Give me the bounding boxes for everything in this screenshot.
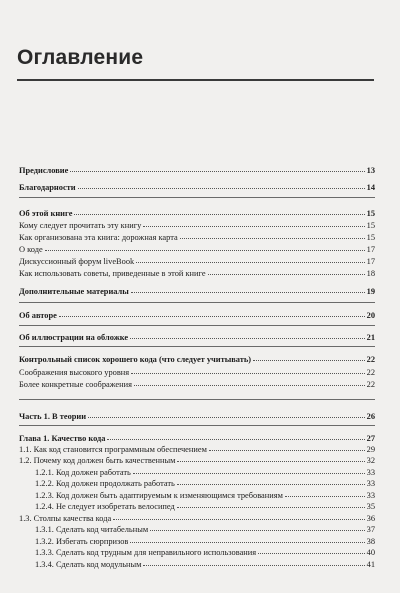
dot-leader bbox=[285, 490, 365, 497]
toc-entry-page: 33 bbox=[366, 491, 375, 500]
title-rule bbox=[17, 79, 374, 81]
toc-entry-label: Об иллюстрации на обложке bbox=[19, 333, 129, 342]
toc-entry-label: Кому следует прочитать эту книгу bbox=[19, 221, 142, 230]
toc-entry-label: Как использовать советы, приведенные в этой книге bbox=[19, 269, 206, 278]
toc-entry-label: 1.2. Почему код должен быть качественным bbox=[19, 456, 176, 465]
toc-entry-label: Дополнительные материалы bbox=[19, 287, 129, 296]
dot-leader bbox=[131, 367, 365, 374]
toc-entry[interactable] bbox=[19, 514, 375, 524]
toc-entry-label: 1.3.1. Сделать код читабельным bbox=[35, 525, 149, 534]
toc-entry-page: 29 bbox=[366, 445, 375, 454]
section-divider bbox=[19, 425, 375, 426]
toc-entry[interactable] bbox=[19, 445, 375, 455]
section-divider bbox=[19, 325, 375, 326]
toc-entry[interactable] bbox=[19, 183, 375, 193]
toc-entry-page: 26 bbox=[366, 412, 375, 421]
toc-entry[interactable] bbox=[19, 209, 375, 219]
toc-entry-label: Предисловие bbox=[19, 166, 69, 175]
toc-entry-page: 33 bbox=[366, 468, 375, 477]
toc-entry[interactable] bbox=[35, 525, 375, 535]
page-title: Оглавление bbox=[17, 46, 144, 69]
toc-entry-page: 14 bbox=[366, 183, 375, 192]
toc-entry-label: 1.1. Как код становится программным обеспечением bbox=[19, 445, 207, 454]
dot-leader bbox=[177, 478, 365, 485]
toc-entry-label: 1.3.4. Сделать код модульным bbox=[35, 560, 142, 569]
section-divider bbox=[19, 197, 375, 198]
toc-entry-label: 1.2.2. Код должен продолжать работать bbox=[35, 479, 175, 488]
toc-entry[interactable] bbox=[19, 412, 375, 422]
section-divider bbox=[19, 399, 375, 400]
toc-entry-page: 15 bbox=[366, 209, 375, 218]
toc-entry-page: 22 bbox=[366, 368, 375, 377]
dot-leader bbox=[88, 411, 365, 418]
toc-entry[interactable] bbox=[35, 468, 375, 478]
dot-leader bbox=[113, 513, 364, 520]
toc-entry[interactable] bbox=[19, 257, 375, 267]
toc-entry[interactable] bbox=[19, 311, 375, 321]
toc-entry-page: 40 bbox=[366, 548, 375, 557]
toc-entry[interactable] bbox=[35, 502, 375, 512]
toc-entry[interactable] bbox=[19, 233, 375, 243]
toc-entry[interactable] bbox=[19, 245, 375, 255]
dot-leader bbox=[177, 455, 364, 462]
dot-leader bbox=[134, 379, 365, 386]
dot-leader bbox=[78, 182, 365, 189]
toc-entry[interactable] bbox=[19, 434, 375, 444]
dot-leader bbox=[253, 354, 365, 361]
toc-entry-page: 17 bbox=[366, 257, 375, 266]
toc-entry[interactable] bbox=[19, 269, 375, 279]
toc-entry-label: Соображения высокого уровня bbox=[19, 368, 130, 377]
dot-leader bbox=[133, 467, 365, 474]
section-divider bbox=[19, 346, 375, 347]
toc-entry[interactable] bbox=[19, 380, 375, 390]
toc-entry-label: Глава 1. Качество кода bbox=[19, 434, 106, 443]
toc-entry-label: Более конкретные соображения bbox=[19, 380, 132, 389]
dot-leader bbox=[208, 268, 365, 275]
toc-entry[interactable] bbox=[35, 537, 375, 547]
dot-leader bbox=[209, 444, 365, 451]
toc-entry[interactable] bbox=[19, 333, 375, 343]
toc-entry-label: Об этой книге bbox=[19, 209, 73, 218]
toc-entry-page: 32 bbox=[366, 456, 375, 465]
toc-entry[interactable] bbox=[35, 560, 375, 570]
toc-entry-page: 20 bbox=[366, 311, 375, 320]
toc-entry-page: 38 bbox=[366, 537, 375, 546]
toc-entry-label: 1.3.2. Избегать сюрпризов bbox=[35, 537, 129, 546]
toc-entry[interactable] bbox=[19, 456, 375, 466]
toc-entry-page: 37 bbox=[366, 525, 375, 534]
section-divider bbox=[19, 302, 375, 303]
toc-entry-label: 1.3.3. Сделать код трудным для неправильного использования bbox=[35, 548, 257, 557]
toc-entry-page: 35 bbox=[366, 502, 375, 511]
dot-leader bbox=[74, 208, 364, 215]
toc-entry-page: 15 bbox=[366, 233, 375, 242]
toc-entry-page: 21 bbox=[366, 333, 375, 342]
toc-entry[interactable] bbox=[35, 548, 375, 558]
toc-entry-label: 1.2.4. Не следует изобретать велосипед bbox=[35, 502, 175, 511]
toc-entry[interactable] bbox=[19, 368, 375, 378]
dot-leader bbox=[45, 244, 365, 251]
dot-leader bbox=[107, 433, 364, 440]
dot-leader bbox=[130, 536, 364, 543]
dot-leader bbox=[70, 165, 364, 172]
toc-entry-page: 36 bbox=[366, 514, 375, 523]
toc-entry-label: Об авторе bbox=[19, 311, 57, 320]
toc-entry-page: 15 bbox=[366, 221, 375, 230]
toc-entry-page: 33 bbox=[366, 479, 375, 488]
toc-entry-page: 22 bbox=[366, 380, 375, 389]
dot-leader bbox=[143, 559, 364, 566]
dot-leader bbox=[136, 256, 364, 263]
dot-leader bbox=[258, 547, 365, 554]
toc-entry-label: Дискуссионный форум liveBook bbox=[19, 257, 135, 266]
toc-entry-page: 17 bbox=[366, 245, 375, 254]
dot-leader bbox=[180, 232, 365, 239]
toc-entry-page: 13 bbox=[366, 166, 375, 175]
toc-entry-label: О коде bbox=[19, 245, 43, 254]
toc-entry-page: 22 bbox=[366, 355, 375, 364]
dot-leader bbox=[177, 501, 365, 508]
toc-entry-page: 27 bbox=[366, 434, 375, 443]
toc-entry-page: 18 bbox=[366, 269, 375, 278]
dot-leader bbox=[131, 286, 365, 293]
toc-entry[interactable] bbox=[19, 355, 375, 365]
dot-leader bbox=[150, 524, 364, 531]
toc-entry-page: 41 bbox=[366, 560, 375, 569]
toc-entry[interactable] bbox=[19, 166, 375, 176]
toc-entry-label: 1.2.3. Код должен быть адаптируемым к изменяющимся требованиям bbox=[35, 491, 283, 500]
toc-entry-page: 19 bbox=[366, 287, 375, 296]
toc-entry-label: Часть 1. В теории bbox=[19, 412, 87, 421]
toc-entry[interactable] bbox=[19, 221, 375, 231]
dot-leader bbox=[59, 310, 365, 317]
toc-entry[interactable] bbox=[35, 479, 375, 489]
toc-entry-label: Контрольный список хорошего кода (что следует учитывать) bbox=[19, 355, 252, 364]
toc-entry[interactable] bbox=[19, 287, 375, 297]
toc-entry-label: 1.3. Столпы качества кода bbox=[19, 514, 112, 523]
dot-leader bbox=[143, 220, 364, 227]
toc-entry-label: Как организована эта книга: дорожная карта bbox=[19, 233, 178, 242]
toc-entry-label: Благодарности bbox=[19, 183, 76, 192]
toc-entry[interactable] bbox=[35, 491, 375, 501]
dot-leader bbox=[130, 332, 365, 339]
toc-entry-label: 1.2.1. Код должен работать bbox=[35, 468, 131, 477]
